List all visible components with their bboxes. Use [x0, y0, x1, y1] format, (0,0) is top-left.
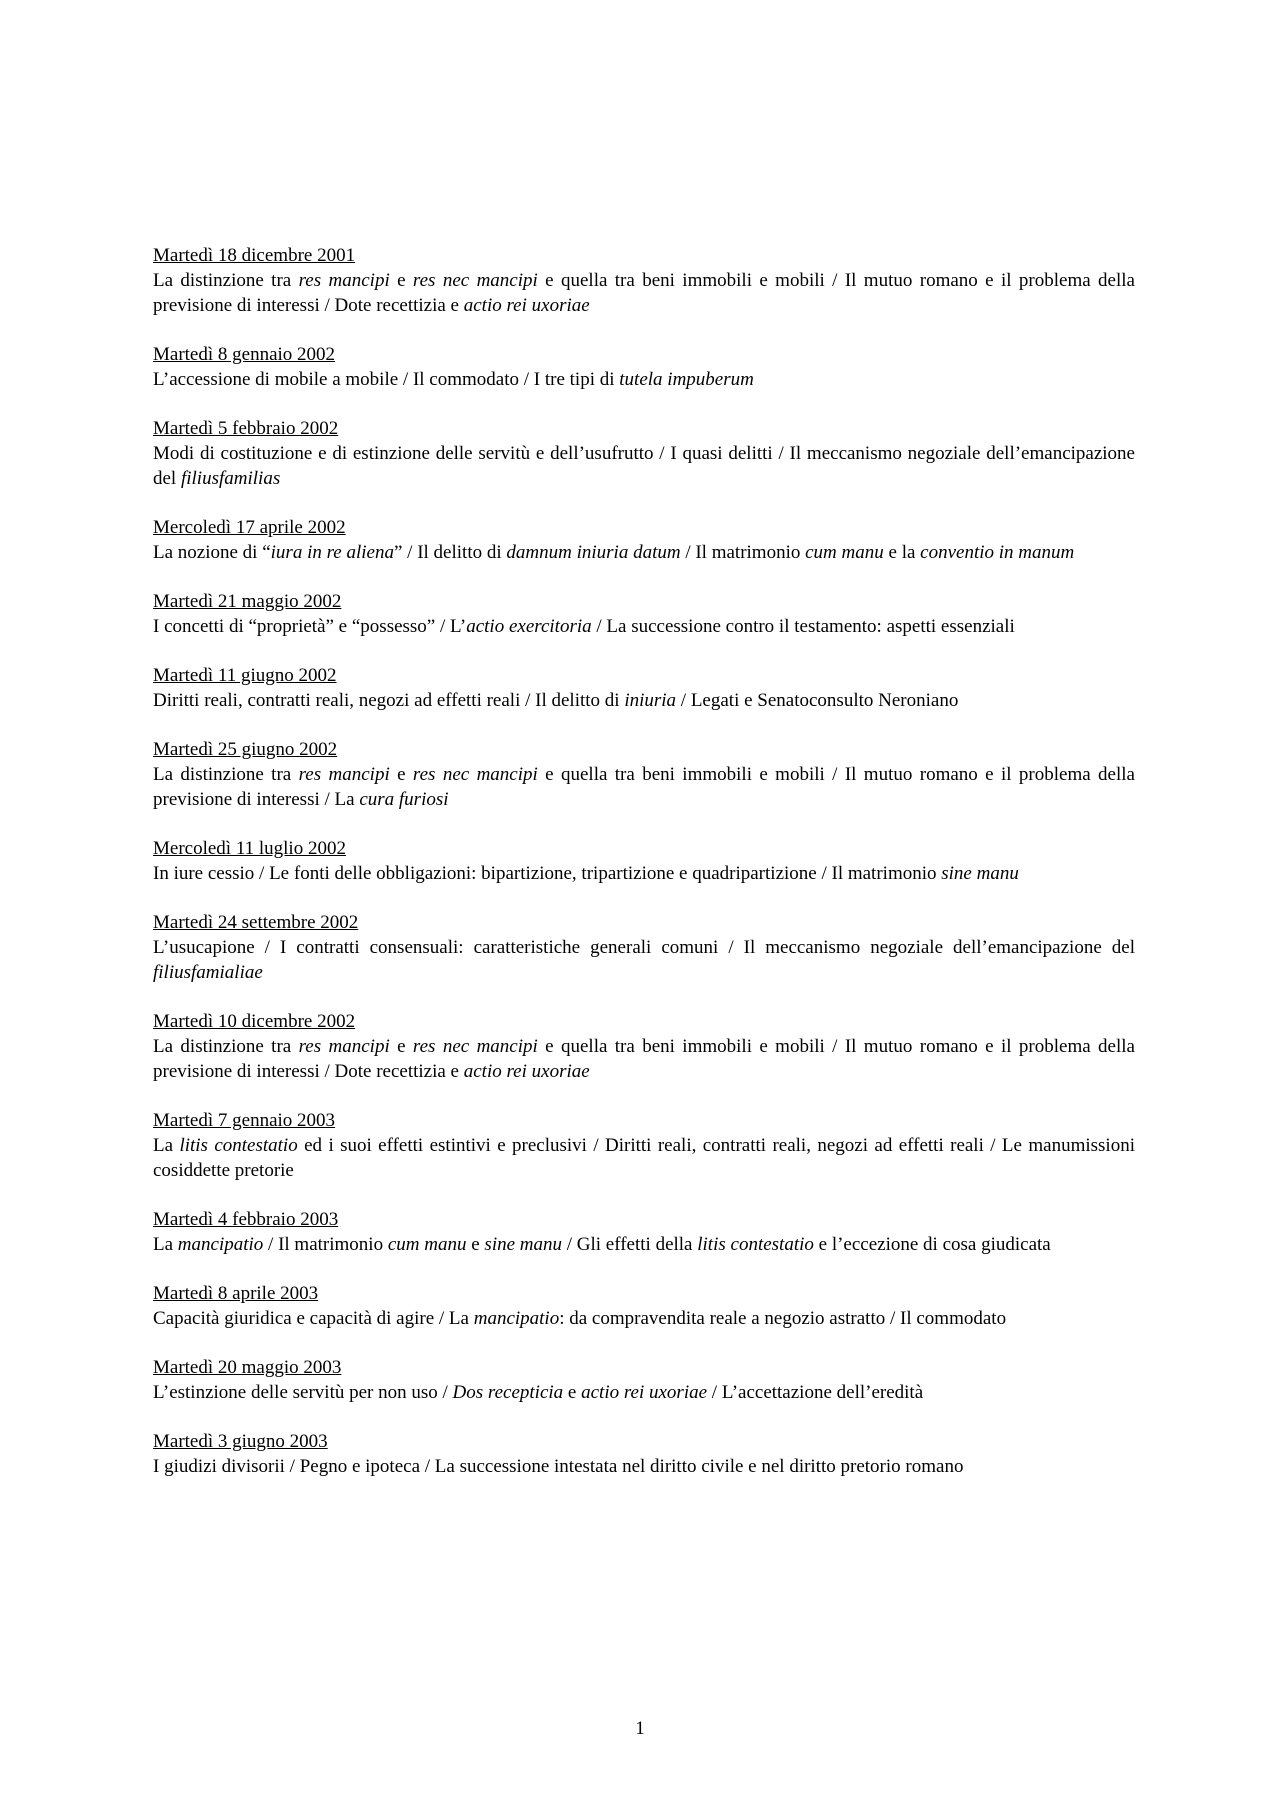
lecture-entry — [153, 1108, 1135, 1183]
topic-text: / Gli effetti della — [562, 1234, 698, 1255]
topic-text: La distinzione tra — [153, 1036, 299, 1057]
latin-term: iniuria — [624, 690, 677, 711]
topic-text: e — [389, 270, 413, 291]
topic-text: / L’accettazione dell’eredità — [707, 1382, 924, 1403]
topic-text: / Il matrimonio — [263, 1234, 388, 1255]
lecture-topics — [153, 1133, 1135, 1183]
topic-text: I giudizi divisorii / Pegno e ipoteca / La successione intestata nel diritto civile e nel diritto pretorio romano — [153, 1456, 964, 1477]
latin-term: Dos recepticia — [452, 1382, 564, 1403]
lecture-entry — [153, 515, 1135, 565]
topic-text: e — [563, 1382, 582, 1403]
latin-term: filiusfamialiae — [153, 962, 263, 983]
topic-text: / La successione contro il testamento: aspetti essenziali — [591, 616, 1015, 637]
lecture-topics — [153, 1380, 1135, 1405]
topic-text: La distinzione tra — [153, 270, 299, 291]
topic-text: e quella tra beni immobili e mobili / Il mutuo romano e il problema della previsione di interessi / Dote recettizia e — [153, 1036, 1135, 1082]
lecture-date: Martedì 8 gennaio 2002 — [153, 344, 336, 365]
latin-term: res nec mancipi — [412, 764, 538, 785]
lecture-entry — [153, 1281, 1135, 1331]
topic-text: e quella tra beni immobili e mobili / Il mutuo romano e il problema della previsione di interessi / Dote recettizia e — [153, 270, 1135, 316]
latin-term: tutela impuberum — [619, 369, 754, 390]
lecture-entry — [153, 910, 1135, 985]
lecture-topics — [153, 861, 1135, 886]
topic-text: L’usucapione / I contratti consensuali: caratteristiche generali comuni / Il meccanismo negoziale dell’emancipazione del — [153, 937, 1135, 958]
lecture-entry — [153, 243, 1135, 318]
lecture-topics — [153, 614, 1135, 639]
lecture-topics — [153, 935, 1135, 985]
lecture-entry — [153, 416, 1135, 491]
latin-term: sine manu — [484, 1234, 562, 1255]
lecture-topics — [153, 540, 1135, 565]
lecture-entry — [153, 1207, 1135, 1257]
latin-term: cura furiosi — [359, 789, 449, 810]
lecture-date: Martedì 5 febbraio 2002 — [153, 418, 339, 439]
lecture-entry — [153, 342, 1135, 392]
lecture-date: Martedì 3 giugno 2003 — [153, 1431, 328, 1452]
latin-term: cum manu — [387, 1234, 467, 1255]
lecture-list — [153, 243, 1135, 1503]
lecture-date: Mercoledì 17 aprile 2002 — [153, 517, 346, 538]
lecture-topics — [153, 367, 1135, 392]
lecture-topics — [153, 762, 1135, 812]
topic-text: : da compravendita reale a negozio astratto / Il commodato — [559, 1308, 1007, 1329]
topic-text: La — [153, 1234, 178, 1255]
lecture-date: Martedì 11 giugno 2002 — [153, 665, 337, 686]
latin-term: mancipatio — [177, 1234, 264, 1255]
lecture-topics — [153, 1232, 1135, 1257]
topic-text: e quella tra beni immobili e mobili / Il mutuo romano e il problema della previsione di interessi / La — [153, 764, 1135, 810]
latin-term: litis contestatio — [697, 1234, 814, 1255]
latin-term: actio exercitoria — [466, 616, 592, 637]
topic-text: Capacità giuridica e capacità di agire / La — [153, 1308, 474, 1329]
topic-text: e l’eccezione di cosa giudicata — [813, 1234, 1051, 1255]
latin-term: filiusfamilias — [180, 468, 281, 489]
lecture-entry — [153, 836, 1135, 886]
topic-text: L’accessione di mobile a mobile / Il commodato / I tre tipi di — [153, 369, 620, 390]
lecture-date: Martedì 25 giugno 2002 — [153, 739, 338, 760]
latin-term: iura in re aliena — [270, 542, 394, 563]
topic-text: Modi di costituzione e di estinzione delle servitù e dell’usufrutto / I quasi delitti / Il meccanismo negoziale dell’emancipazione del — [153, 443, 1135, 489]
lecture-date: Martedì 21 maggio 2002 — [153, 591, 342, 612]
topic-text: In iure cessio / Le fonti delle obbligazioni: bipartizione, tripartizione e quadripartizione / Il matrimonio — [153, 863, 942, 884]
lecture-date: Martedì 20 maggio 2003 — [153, 1357, 342, 1378]
topic-text: La — [153, 1135, 180, 1156]
latin-term: conventio in manum — [920, 542, 1075, 563]
lecture-topics — [153, 1454, 1135, 1479]
latin-term: res nec mancipi — [412, 270, 538, 291]
topic-text: / Il matrimonio — [680, 542, 806, 563]
lecture-date: Mercoledì 11 luglio 2002 — [153, 838, 346, 859]
topic-text: e — [466, 1234, 485, 1255]
lecture-entry — [153, 1009, 1135, 1084]
lecture-date: Martedì 24 settembre 2002 — [153, 912, 359, 933]
lecture-entry — [153, 1355, 1135, 1405]
lecture-entry — [153, 663, 1135, 713]
latin-term: sine manu — [941, 863, 1019, 884]
lecture-topics — [153, 441, 1135, 491]
latin-term: cum manu — [805, 542, 884, 563]
latin-term: actio rei uxoriae — [581, 1382, 708, 1403]
topic-text: e la — [883, 542, 921, 563]
lecture-entry — [153, 1429, 1135, 1479]
latin-term: res nec mancipi — [412, 1036, 538, 1057]
lecture-topics — [153, 268, 1135, 318]
topic-text: Diritti reali, contratti reali, negozi ad effetti reali / Il delitto di — [153, 690, 625, 711]
latin-term: damnum iniuria datum — [506, 542, 681, 563]
topic-text: L’estinzione delle servitù per non uso / — [153, 1382, 453, 1403]
page-number: 1 — [635, 1718, 645, 1739]
lecture-entry — [153, 737, 1135, 812]
topic-text: e — [389, 1036, 413, 1057]
lecture-topics — [153, 1034, 1135, 1084]
lecture-topics — [153, 1306, 1135, 1331]
topic-text: La nozione di “ — [153, 542, 271, 563]
latin-term: actio rei uxoriae — [463, 1061, 590, 1082]
latin-term: actio rei uxoriae — [463, 295, 590, 316]
topic-text: I concetti di “proprietà” e “possesso” / L’ — [153, 616, 467, 637]
lecture-date: Martedì 8 aprile 2003 — [153, 1283, 319, 1304]
latin-term: res mancipi — [298, 764, 390, 785]
lecture-date: Martedì 10 dicembre 2002 — [153, 1011, 356, 1032]
topic-text: ” / Il delitto di — [393, 542, 507, 563]
topic-text: e — [389, 764, 413, 785]
lecture-date: Martedì 7 gennaio 2003 — [153, 1110, 336, 1131]
topic-text: / Legati e Senatoconsulto Neroniano — [676, 690, 959, 711]
latin-term: mancipatio — [473, 1308, 560, 1329]
latin-term: res mancipi — [298, 270, 390, 291]
topic-text: La distinzione tra — [153, 764, 299, 785]
latin-term: litis contestatio — [179, 1135, 298, 1156]
lecture-entry — [153, 589, 1135, 639]
lecture-date: Martedì 18 dicembre 2001 — [153, 245, 356, 266]
lecture-topics — [153, 688, 1135, 713]
topic-text: ed i suoi effetti estintivi e preclusivi / Diritti reali, contratti reali, negozi ad effetti reali / Le manumissioni cosiddette pretorie — [153, 1135, 1135, 1181]
latin-term: res mancipi — [298, 1036, 390, 1057]
lecture-date: Martedì 4 febbraio 2003 — [153, 1209, 339, 1230]
